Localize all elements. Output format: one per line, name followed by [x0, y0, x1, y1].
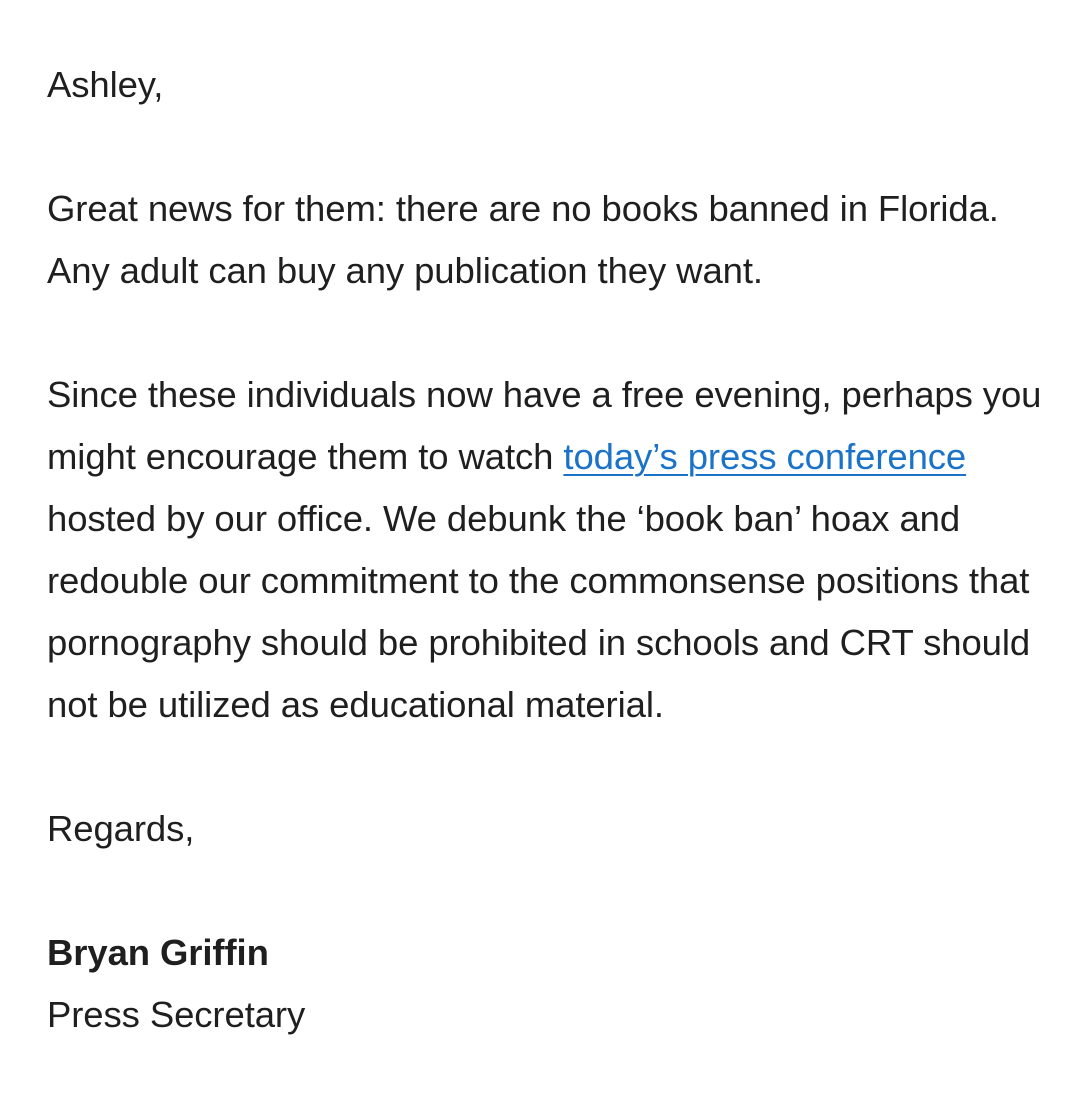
email-body — [47, 54, 1057, 1046]
press-conference-link[interactable]: today’s press conference — [563, 436, 967, 477]
email-signature — [47, 922, 1057, 1046]
paragraph-2-text-after-link: hosted by our office. We debunk the ‘book ban’ hoax and redouble our commitment to the commonsense positions that pornography should be prohibited in schools and CRT should not be utilized as educational material. — [47, 498, 1031, 725]
email-closing: Regards, — [47, 808, 195, 849]
email-greeting: Ashley, — [47, 64, 164, 105]
email-paragraph-1: Great news for them: there are no books banned in Florida. Any adult can buy any publication they want. — [47, 188, 999, 291]
email-paragraph-2 — [47, 364, 1057, 736]
paragraph-2-text-before-link: Since these individuals now have a free evening, perhaps you might encourage them to watch — [47, 374, 1042, 477]
signature-title: Press Secretary — [47, 994, 306, 1035]
signature-name: Bryan Griffin — [47, 932, 269, 973]
